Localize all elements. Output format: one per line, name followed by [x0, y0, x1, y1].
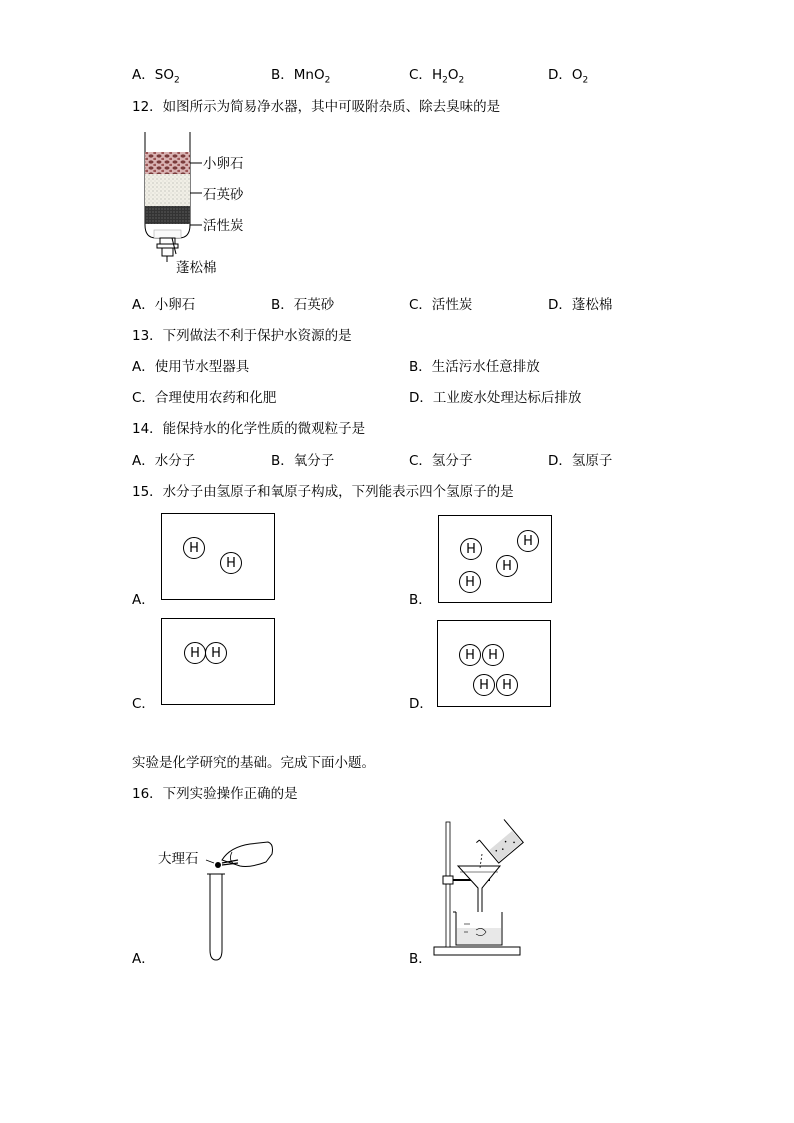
hydrogen-atom: H — [482, 644, 504, 666]
q15-option-b-label: B． — [409, 592, 432, 608]
q11-option-b: B．MnO$_2$ — [271, 67, 331, 86]
hydrogen-atom: H — [459, 571, 481, 593]
label-quartz-sand: 石英砂 — [203, 187, 244, 203]
hydrogen-atom: H — [183, 537, 205, 559]
pebble-layer — [145, 152, 190, 174]
q15-box-b — [438, 515, 552, 603]
label-pebble: 小卵石 — [203, 156, 244, 172]
q11-option-c: C．$H_2O_2$ — [409, 67, 465, 86]
q14-option-b: B．氧分子 — [271, 453, 335, 469]
carbon-layer — [145, 206, 190, 224]
q15-box-a — [161, 513, 275, 600]
q16-stem: 16．下列实验操作正确的是 — [132, 786, 298, 802]
hydrogen-atom: H — [459, 644, 481, 666]
label-cotton: 蓬松棉 — [176, 260, 217, 276]
test-tube — [210, 874, 222, 960]
q14-option-a: A．水分子 — [132, 453, 196, 469]
water-purifier-figure — [140, 130, 260, 280]
hydrogen-atom: H — [517, 530, 539, 552]
section-intro: 实验是化学研究的基础。完成下面小题。 — [132, 755, 375, 771]
q11-option-d: D．$O_2$ — [548, 67, 589, 86]
q12-option-a: A．小卵石 — [132, 297, 196, 313]
marble — [215, 862, 221, 868]
q11-option-a: A．$SO_2$ — [132, 67, 180, 86]
q14-option-d: D．氢原子 — [548, 453, 613, 469]
q13-option-c: C．合理使用农药和化肥 — [132, 390, 277, 406]
q15-option-c-label: C． — [132, 696, 155, 712]
q15-box-c — [161, 618, 275, 705]
hydrogen-atom: H — [473, 674, 495, 696]
cotton-layer — [154, 230, 181, 238]
marble-label: 大理石 — [158, 851, 199, 867]
sand-layer — [145, 174, 190, 206]
q13-option-d: D．工业废水处理达标后排放 — [409, 390, 582, 406]
q13-option-b: B．生活污水任意排放 — [409, 359, 540, 375]
q16-option-a-label: A． — [132, 951, 155, 967]
q14-option-c: C．氢分子 — [409, 453, 473, 469]
hydrogen-atom: H — [205, 642, 227, 664]
filtration-apparatus-figure — [420, 820, 530, 960]
q12-option-d: D．蓬松棉 — [548, 297, 613, 313]
test-tube-marble-figure — [150, 832, 280, 962]
q12-stem: 12．如图所示为简易净水器，其中可吸附杂质、除去臭味的是 — [132, 99, 501, 115]
q15-stem: 15．水分子由氢原子和氧原子构成，下列能表示四个氢原子的是 — [132, 484, 514, 500]
q13-option-a: A．使用节水型器具 — [132, 359, 250, 375]
hydrogen-atom: H — [460, 538, 482, 560]
hydrogen-atom: H — [220, 552, 242, 574]
q12-option-c: C．活性炭 — [409, 297, 473, 313]
q14-stem: 14．能保持水的化学性质的微观粒子是 — [132, 421, 366, 437]
q16-option-b-label: B． — [409, 951, 432, 967]
q15-option-d-label: D． — [409, 696, 433, 712]
funnel — [458, 866, 500, 920]
hydrogen-atom: H — [184, 642, 206, 664]
label-activated-carbon: 活性炭 — [203, 218, 244, 234]
q15-box-d — [437, 620, 551, 707]
hydrogen-atom: H — [496, 555, 518, 577]
q13-stem: 13．下列做法不利于保护水资源的是 — [132, 328, 352, 344]
hydrogen-atom: H — [496, 674, 518, 696]
q15-option-a-label: A． — [132, 592, 155, 608]
q12-option-b: B．石英砂 — [271, 297, 335, 313]
